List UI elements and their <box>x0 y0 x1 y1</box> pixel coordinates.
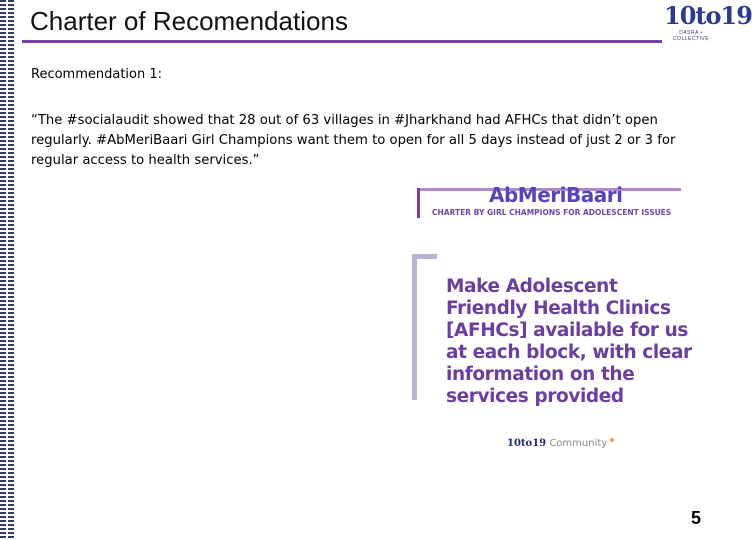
poster-bracket-decoration <box>412 254 437 400</box>
title-underline <box>22 40 662 43</box>
community-dot-icon <box>610 438 614 442</box>
community-label: Community <box>549 438 608 449</box>
poster-message: Make Adolescent Friendly Health Clinics [AFHCs] available for us at each block, with clear information on the services provided <box>446 276 692 407</box>
poster-community-logo <box>507 438 614 449</box>
slide-title: Charter of Recomendations <box>30 6 348 36</box>
organization-logo <box>664 1 752 42</box>
page-number: 5 <box>691 508 702 528</box>
community-brand: 10to19 <box>507 438 547 449</box>
charter-poster-image <box>405 178 695 468</box>
poster-side-rule <box>417 188 420 218</box>
decorative-left-border <box>0 0 14 540</box>
logo-text: 10to19 <box>664 1 752 30</box>
logo-subtext: DASRA • COLLECTIVE <box>672 30 710 42</box>
poster-subtitle: CHARTER BY GIRL CHAMPIONS FOR ADOLESCENT ISSUES <box>432 208 672 217</box>
poster-brand: AbMeriBaari <box>489 183 623 207</box>
recommendation-heading: Recommendation 1: <box>31 67 163 82</box>
recommendation-quote: “The #socialaudit showed that 28 out of 63 villages in #Jharkhand had AFHCs that didn’t open regularly. #AbMeriBaari Girl Champions want them to open for all 5 days instead of just 2 or 3 for regular access to health services.” <box>31 113 676 168</box>
